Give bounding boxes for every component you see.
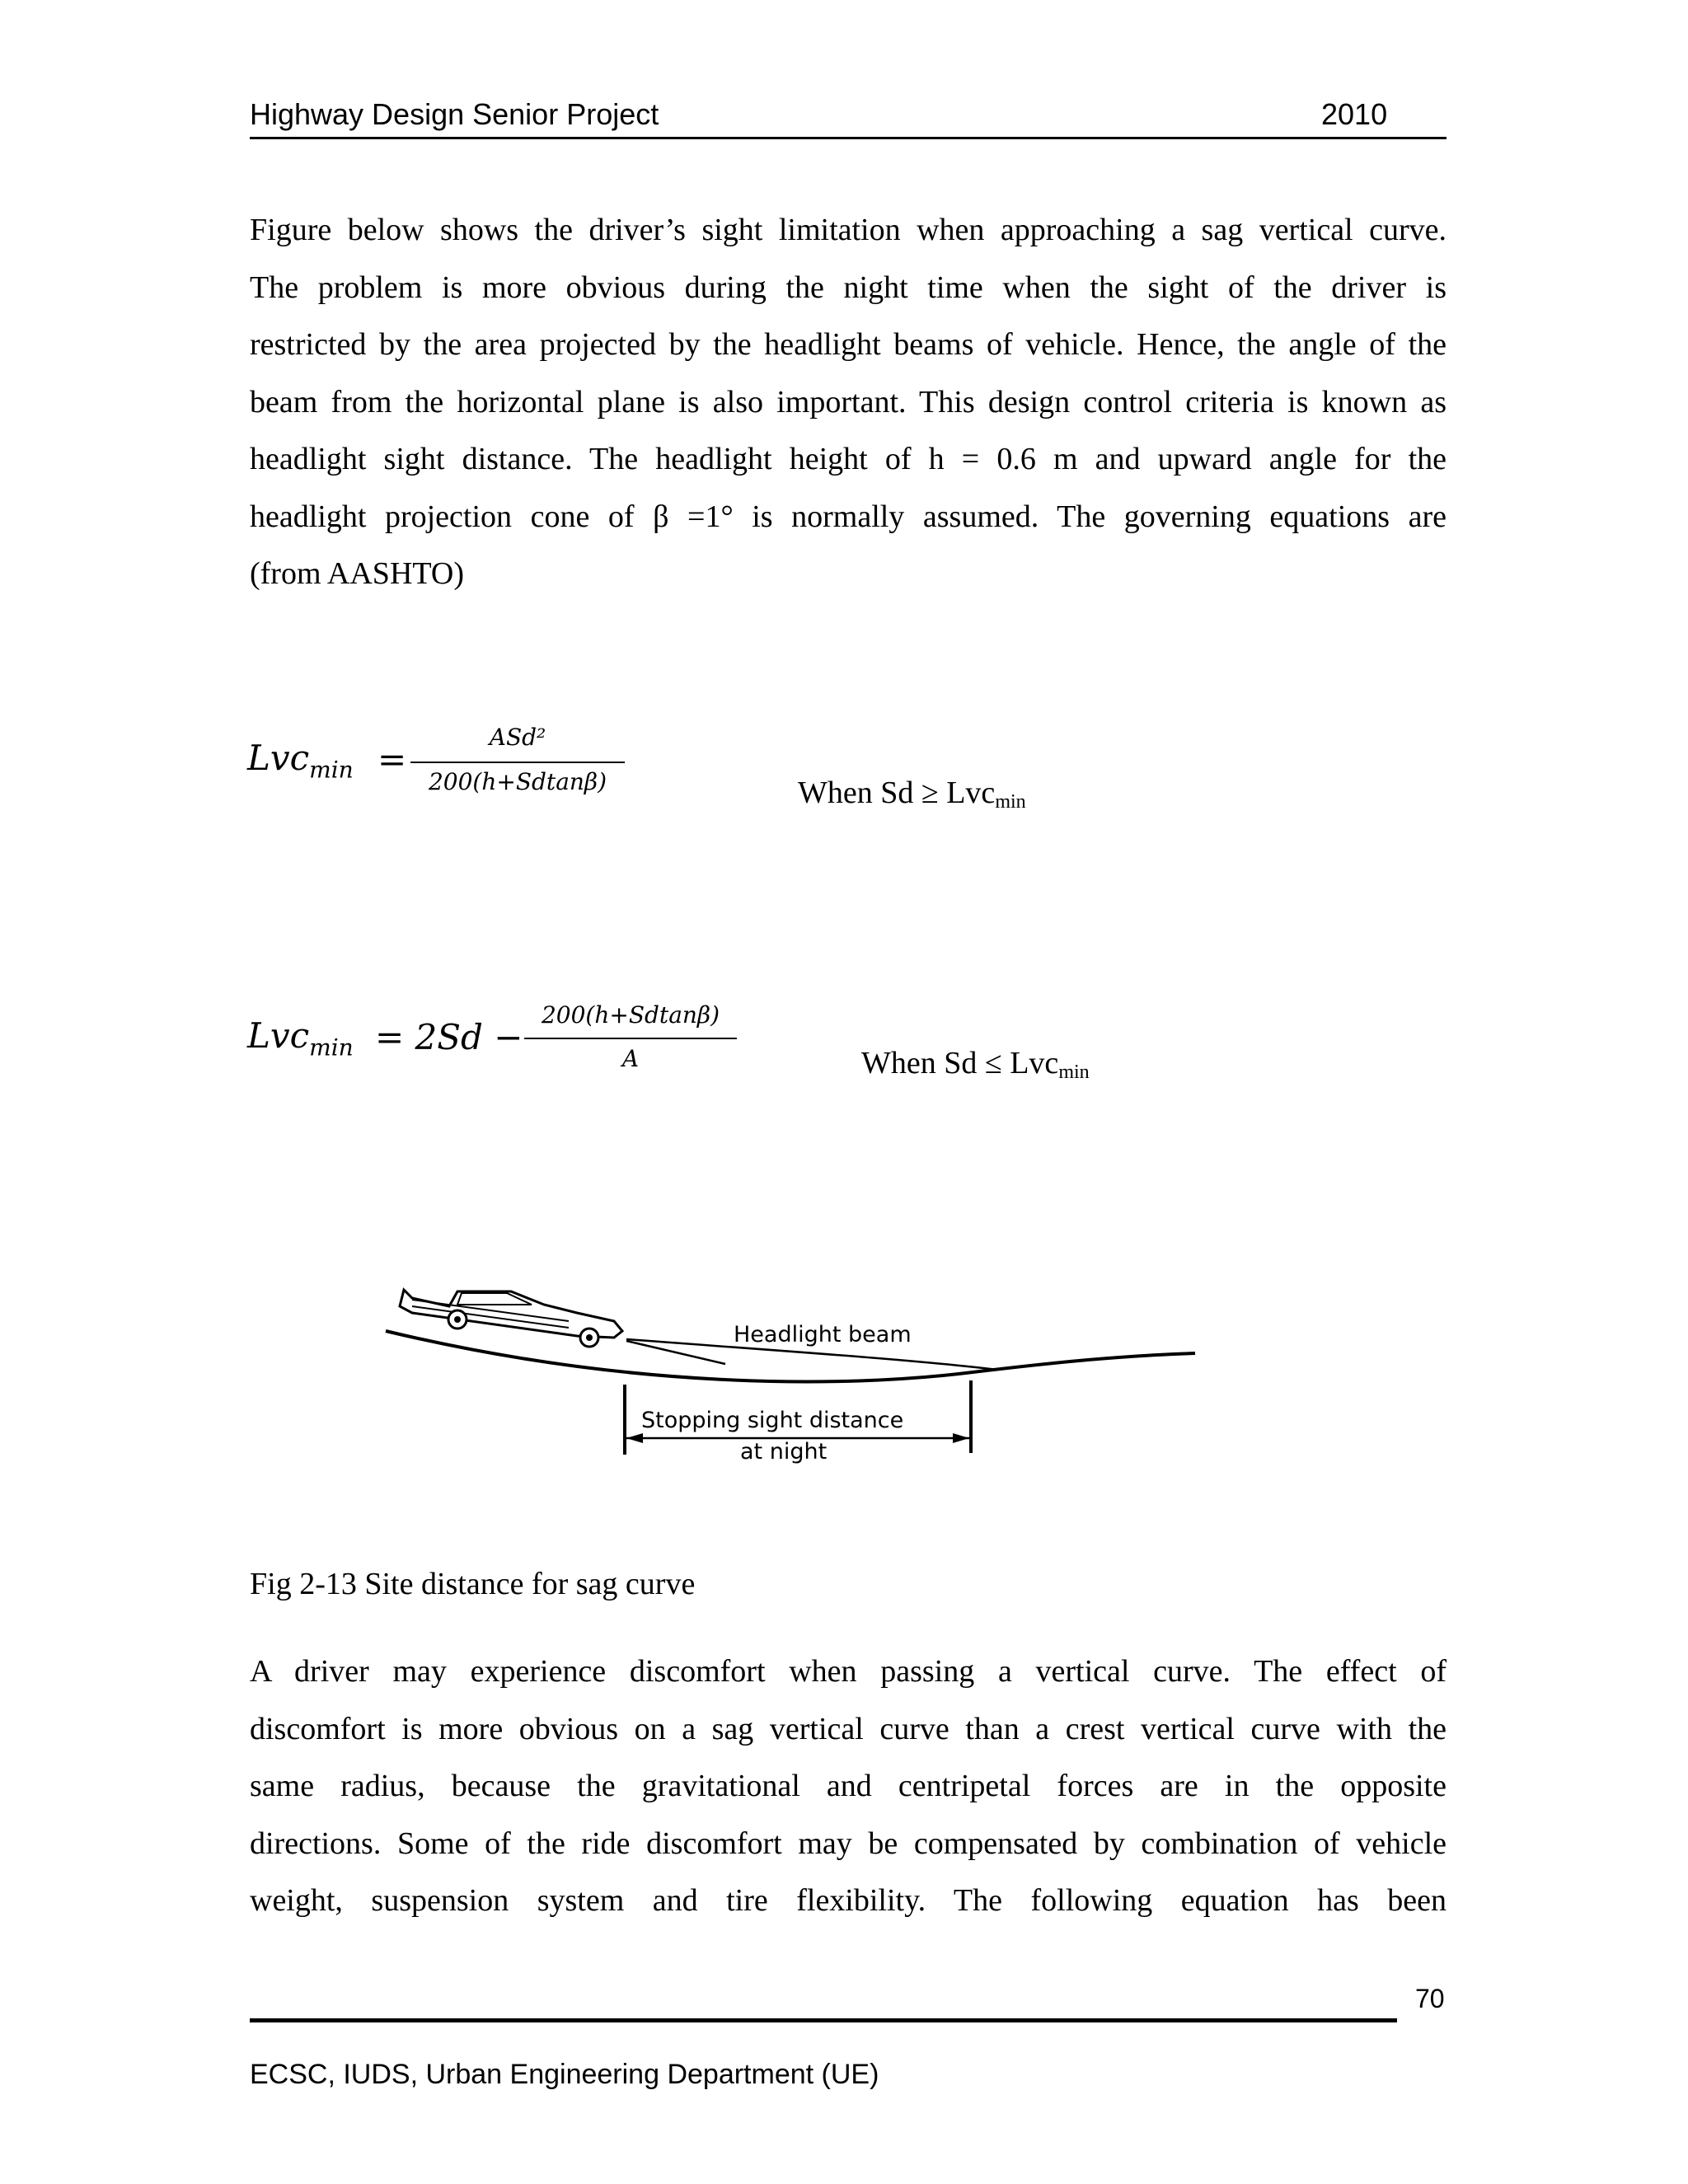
equation-2-equals: = 2Sd −: [375, 1017, 523, 1057]
paragraph-line: weight, suspension system and tire flexibility. The following equation has been: [250, 1883, 1447, 1918]
equation-2-condition: When Sd ≤ Lvc$_{min}$: [861, 1046, 1090, 1083]
header-title: Highway Design Senior Project: [250, 97, 659, 131]
header-rule: [250, 137, 1447, 139]
paragraph-line: (from AASHTO): [250, 556, 465, 591]
paragraph-line: The problem is more obvious during the night time when the sight of the driver is: [250, 269, 1447, 305]
equation-1-numerator: ASd²: [489, 724, 546, 751]
headlight-beam-lower: [626, 1341, 725, 1364]
footer-text: ECSC, IUDS, Urban Engineering Department (UE): [250, 2059, 879, 2090]
fraction-bar: [524, 1038, 737, 1039]
car-icon: [400, 1290, 622, 1347]
footer-rule: [250, 2018, 1397, 2022]
paragraph-line: Figure below shows the driver’s sight limitation when approaching a sag vertical curve.: [250, 213, 1447, 247]
equation-2-lhs: Lvc$_{min}$: [247, 1015, 354, 1062]
paragraph-line: beam from the horizontal plane is also important. This design control criteria is known as: [250, 384, 1447, 419]
paragraph-line: same radius, because the gravitational and centripetal forces are in the opposite: [250, 1769, 1447, 1803]
paragraph-line: restricted by the area projected by the headlight beams of vehicle. Hence, the angle of the: [250, 327, 1447, 362]
discomfort-paragraph: [250, 1643, 1447, 1930]
paragraph-line: headlight sight distance. The headlight height of h = 0.6 m and upward angle for the: [250, 442, 1447, 476]
distance-label-line2: at night: [740, 1439, 828, 1465]
distance-label-line1: Stopping sight distance: [641, 1408, 904, 1433]
equation-2-numerator: 200(h+Sdtanβ): [541, 1001, 720, 1029]
paragraph-line: headlight projection cone of β =1° is normally assumed. The governing equations are: [250, 499, 1447, 534]
paragraph-line: discomfort is more obvious on a sag vertical curve than a crest vertical curve with the: [250, 1711, 1447, 1746]
equation-1-condition: When Sd ≥ Lvc$_{min}$: [798, 776, 1026, 813]
paragraph-line: A driver may experience discomfort when passing a vertical curve. The effect of: [250, 1654, 1447, 1689]
paragraph-line: directions. Some of the ride discomfort may be compensated by combination of vehicle: [250, 1825, 1447, 1861]
page-number: 70: [1415, 1984, 1445, 2013]
sag-curve-figure: [379, 1273, 1212, 1467]
figure-caption: Fig 2-13 Site distance for sag curve: [250, 1567, 696, 1601]
equation-1-equals: =: [377, 739, 407, 780]
fraction-bar: [410, 762, 625, 763]
intro-paragraph: [250, 202, 1447, 603]
header-year: 2010: [1321, 97, 1388, 131]
equation-2-denominator: A: [621, 1045, 640, 1072]
beam-label: Headlight beam: [734, 1322, 912, 1347]
equation-1-denominator: 200(h+Sdtanβ): [428, 768, 607, 795]
equation-1-lhs: Lvc$_{min}$: [247, 738, 354, 784]
